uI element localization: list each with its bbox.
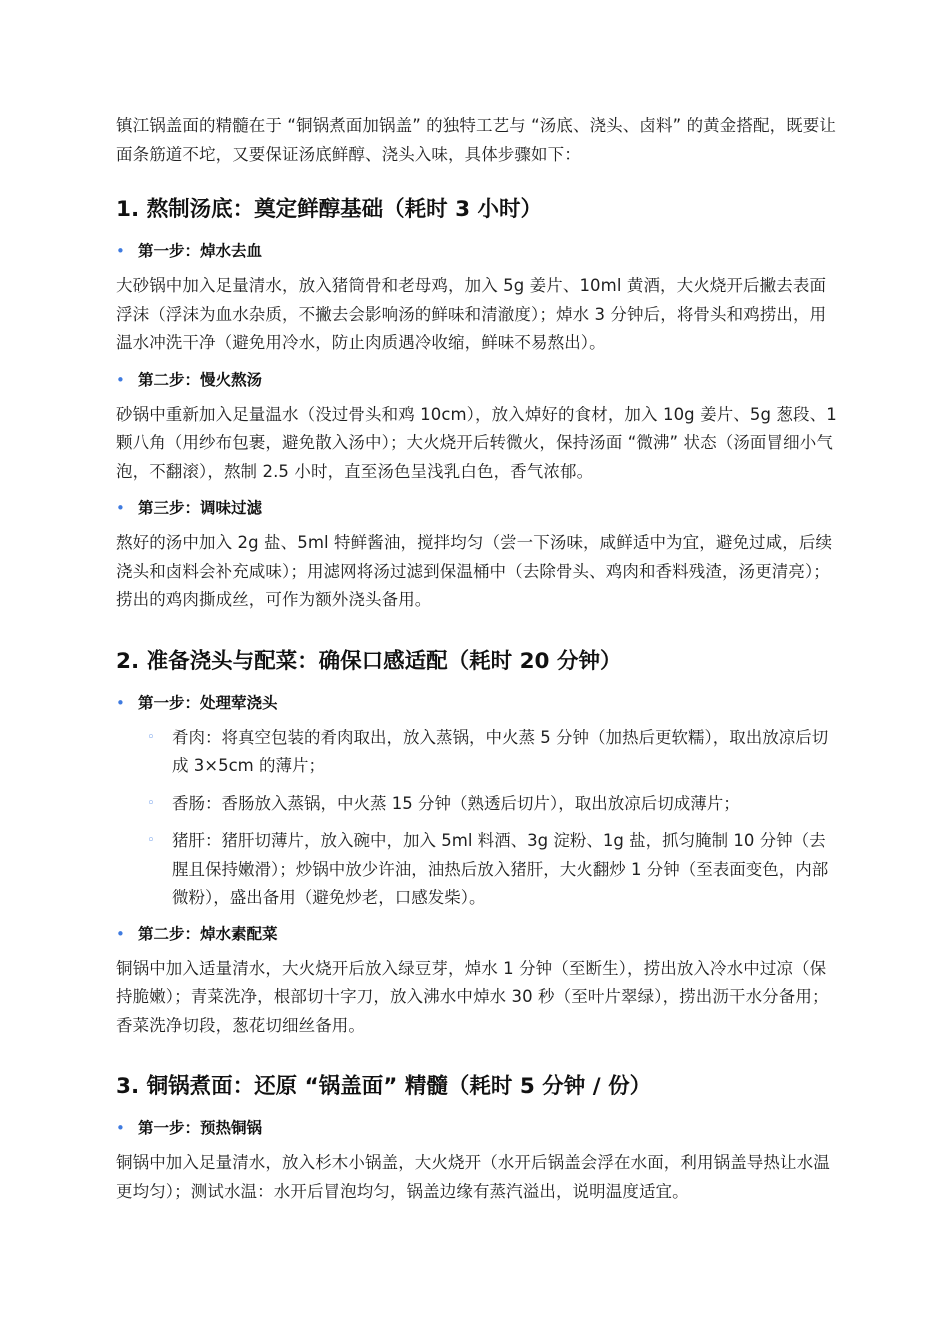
section-1-step-1-body: 大砂锅中加入足量清水，放入猪筒骨和老母鸡，加入 5g 姜片、10ml 黄酒，大火烧开后撇去表面浮沫（浮沫为血水杂质，不撇去会影响汤的鲜味和清澈度）；焯水 3 分钟后，将骨头和鸡捞出，用温水冲洗干净（避免用冷水，防止肉质遇冷收缩，鲜味不易熬出）。: [116, 276, 827, 352]
section-2-step-1: [116, 691, 840, 715]
sub-item-text: 猪肝：猪肝切薄片，放入碗中，加入 5ml 料酒、3g 淀粉、1g 盐，抓匀腌制 10 分钟（去腥且保持嫩滑）；炒锅中放少许油，油热后放入猪肝，大火翻炒 1 分钟（至表面变色，内部微粉），盛出备用（避免炒老，口感发柴）。: [172, 831, 829, 907]
section-1-step-3-body: 熬好的汤中加入 2g 盐、5ml 特鲜酱油，搅拌均匀（尝一下汤味，咸鲜适中为宜，避免过咸，后续浇头和卤料会补充咸味）；用滤网将汤过滤到保温桶中（去除骨头、鸡肉和香料残渣，汤更清亮）；捞出的鸡肉撕成丝，可作为额外浇头备用。: [116, 533, 833, 609]
bullet-icon: •: [116, 693, 125, 712]
section-3-heading: 3. 铜锅煮面：还原 “锅盖面” 精髓（耗时 5 分钟 / 份）: [116, 1074, 652, 1099]
section-1-heading: 1. 熬制汤底：奠定鲜醇基础（耗时 3 小时）: [116, 197, 543, 222]
step-label: 第一步：处理荤浇头: [138, 693, 278, 712]
step-label: 第一步：焯水去血: [138, 242, 263, 260]
section-3-step-1: [116, 1116, 840, 1140]
sub-item-text: 香肠：香肠放入蒸锅，中火蒸 15 分钟（熟透后切片），取出放凉后切成薄片；: [172, 793, 740, 813]
bullet-icon: •: [116, 242, 125, 260]
sub-list-item: [116, 724, 840, 781]
sub-list-item: [116, 790, 840, 819]
section-1-step-2: [116, 368, 840, 392]
step-label: 第一步：预热铜锅: [138, 1119, 263, 1137]
intro-paragraph: 镇江锅盖面的精髓在于 “铜锅煮面加锅盖” 的独特工艺与 “汤底、浇头、卤料” 的黄金搭配，既要让面条筋道不坨，又要保证汤底鲜醇、浇头入味，具体步骤如下：: [116, 116, 836, 164]
bullet-icon: •: [116, 499, 125, 517]
sub-bullet-icon: ◦: [147, 729, 155, 745]
document-page: [116, 112, 840, 1216]
sub-bullet-icon: ◦: [147, 833, 155, 848]
step-label: 第二步：焯水素配菜: [138, 924, 278, 943]
bullet-icon: •: [116, 1119, 125, 1137]
sub-bullet-icon: ◦: [147, 795, 155, 811]
section-1-step-3: [116, 496, 840, 520]
section-2-step-2-body: 铜锅中加入适量清水，大火烧开后放入绿豆芽，焯水 1 分钟（至断生），捞出放入冷水中过凉（保持脆嫩）；青菜洗净，根部切十字刀，放入沸水中焯水 30 秒（至叶片翠绿），捞出沥干水分备用；香菜洗净切段，葱花切细丝备用。: [116, 958, 829, 1035]
section-1-step-1: [116, 239, 840, 263]
step-label: 第二步：慢火熬汤: [138, 370, 263, 389]
sub-item-text: 肴肉：将真空包装的肴肉取出，放入蒸锅，中火蒸 5 分钟（加热后更软糯），取出放凉后切成 3×5cm 的薄片；: [172, 727, 829, 775]
section-2-heading: 2. 准备浇头与配菜：确保口感适配（耗时 20 分钟）: [116, 648, 622, 674]
section-2-step-2: [116, 922, 840, 946]
sub-list-item: [116, 827, 840, 913]
bullet-icon: •: [116, 924, 125, 943]
section-3-step-1-body: 铜锅中加入足量清水，放入杉木小锅盖，大火烧开（水开后锅盖会浮在水面，利用锅盖导热让水温更均匀）；测试水温：水开后冒泡均匀，锅盖边缘有蒸汽溢出，说明温度适宜。: [116, 1153, 830, 1201]
step-label: 第三步：调味过滤: [138, 499, 263, 517]
section-1-step-2-body: 砂锅中重新加入足量温水（没过骨头和鸡 10cm），放入焯好的食材，加入 10g 姜片、5g 葱段、1 颗八角（用纱布包裹，避免散入汤中）；大火烧开后转微火，保持汤面 “微沸” 状态（汤面冒细小气泡，不翻滚），熬制 2.5 小时，直至汤色呈浅乳白色，香气浓郁。: [116, 404, 837, 481]
bullet-icon: •: [116, 370, 125, 389]
